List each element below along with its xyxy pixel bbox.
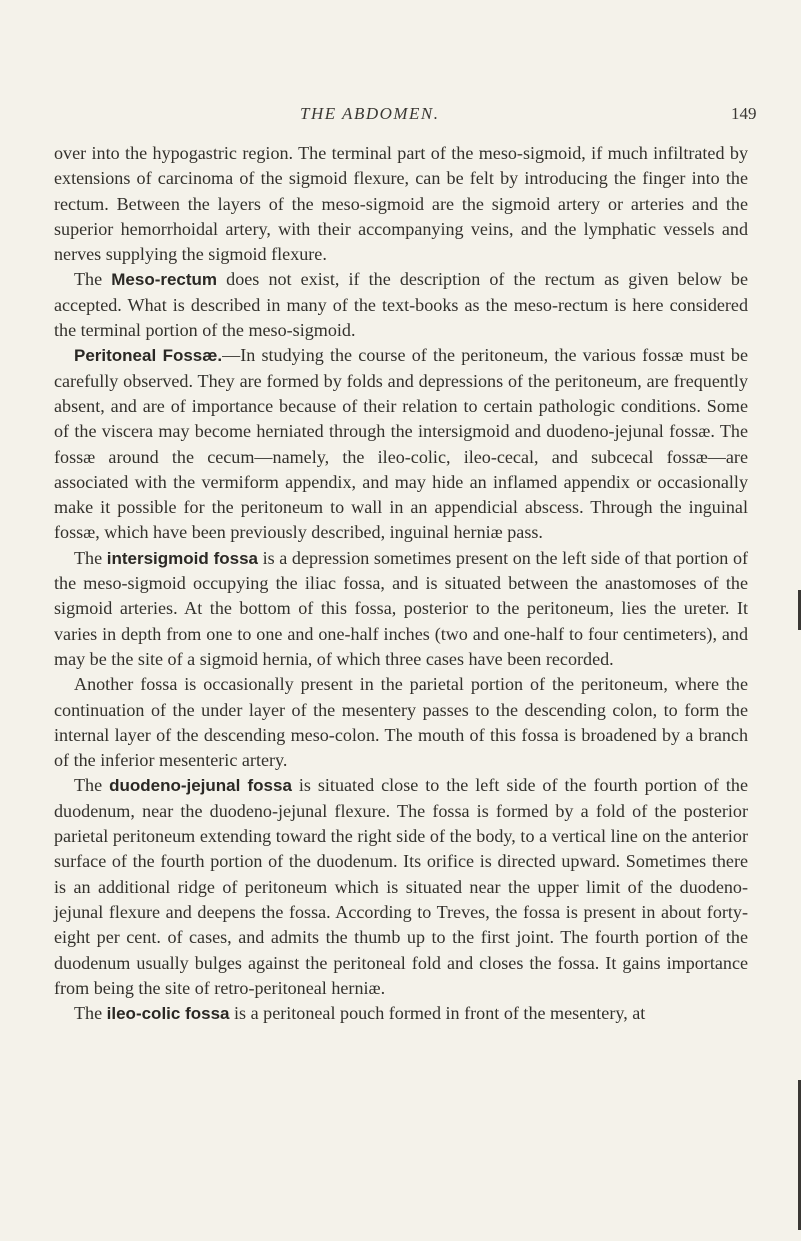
term-ileo-colic-fossa: ileo-colic fossa — [106, 1004, 230, 1024]
paragraph-ileo-colic-fossa — [54, 1001, 748, 1026]
paragraph-text: Another fossa is occasionally present in the parietal portion of the peritoneum, where the continuation of the under layer of the mesentery passes to the descending colon, to form the internal layer of the descending meso-colon. The mouth of this fossa is broadened by a branch of the inferior mesenteric artery. — [54, 674, 748, 771]
paragraph-lead: The — [74, 547, 107, 568]
paragraph-text: —In studying the course of the peritoneum, the various fossæ must be carefully observed. They are formed by folds and depressions of the peritoneum, are frequently absent, and are of importance because of their relation to certain pathologic conditions. Some of the viscera may become herniated through the intersigmoid and duodeno-jejunal fossæ. The fossæ around the cecum—namely, the ileo-colic, ileo-cecal, and subcecal fossæ—are associated with the vermiform appendix, and may hide an inflamed appendix or occasionally make it possible for the peritoneum to wall in an appendicial abscess. Through the inguinal fossæ, which have been previously described, inguinal herniæ pass. — [54, 345, 749, 543]
term-meso-rectum: Meso-rectum — [111, 270, 218, 290]
page-number: 149 — [731, 104, 757, 123]
body-text — [54, 141, 748, 1026]
term-intersigmoid-fossa: intersigmoid fossa — [106, 548, 258, 568]
paragraph-another-fossa — [54, 672, 748, 773]
running-title: THE ABDOMEN. — [300, 104, 440, 123]
term-duodeno-jejunal-fossa: duodeno-jejunal fossa — [109, 776, 292, 796]
paragraph-text: is a peritoneal pouch formed in front of the mesentery, at — [229, 1003, 646, 1024]
paragraph-text: over into the hypogastric region. The terminal part of the meso-sigmoid, if much infiltrated by extensions of carcinoma of the sigmoid flexure, can be felt by introducing the finger into the rectum. Between the layers of the meso-sigmoid are the sigmoid artery or arteries and the superior hemorrhoidal artery, with their accompanying veins, and the lymphatic vessels and nerves supplying the sigmoid flexure. — [54, 143, 748, 265]
paragraph-text: is a depression sometimes present on the left side of that portion of the meso-sigmoid occupying the iliac fossa, and is situated between the anastomoses of the sigmoid arteries. At the bottom of this fossa, posterior to the peritoneum, lies the ureter. It varies in depth from one to one and one-half inches (two and one-half to four centimeters), and may be the site of a sigmoid hernia, of which three cases have been recorded. — [54, 547, 749, 669]
paragraph-lead: The — [74, 775, 110, 796]
paragraph-duodeno-jejunal-fossa — [54, 773, 748, 1001]
paragraph-meso-sigmoid-continued — [54, 141, 748, 267]
paragraph-text: does not exist, if the description of the rectum as given below be accepted. What is described in many of the text-books as the meso-rectum is here considered the terminal portion of the meso-sigmoid. — [54, 269, 749, 341]
paragraph-text: is situated close to the left side of the fourth portion of the duodenum, near the duodeno-jejunal flexure. The fossa is formed by a fold of the posterior parietal peritoneum extending toward the right side of the body, to a vertical line on the anterior surface of the fourth portion of the duodenum. Its orifice is directed upward. Sometimes there is an additional ridge of peritoneum which is situated near the upper limit of the duodeno-jejunal flexure and deepens the fossa. According to Treves, the fossa is present in about forty-eight per cent. of cases, and admits the thumb up to the first joint. The fourth portion of the duodenum usually bulges against the peritoneal fold and closes the fossa. It gains importance from being the site of retro-peritoneal herniæ. — [54, 775, 748, 998]
paragraph-peritoneal-fossae — [54, 343, 748, 545]
term-peritoneal-fossae: Peritoneal Fossæ. — [74, 346, 223, 366]
paragraph-lead: The — [74, 1003, 107, 1024]
paragraph-intersigmoid-fossa — [54, 546, 748, 672]
paragraph-meso-rectum — [54, 267, 748, 343]
running-head — [0, 104, 801, 128]
paragraph-lead: The — [74, 269, 112, 290]
